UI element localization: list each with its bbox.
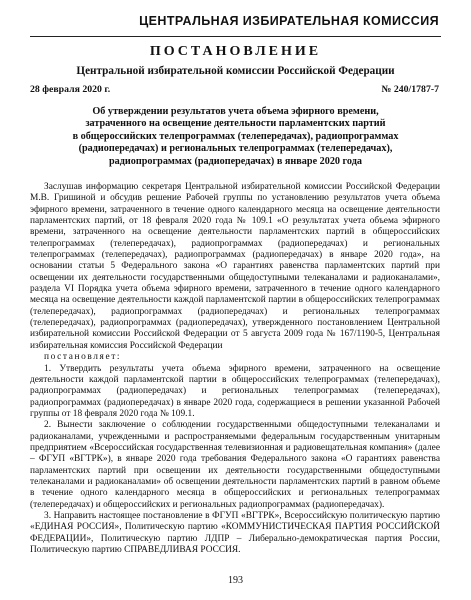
title-line: в общероссийских телепрограммах (телепередачах), радиопрограммах bbox=[72, 130, 399, 142]
preamble-paragraph: Заслушав информацию секретаря Центральной избирательной комиссии Российской Федерации М.В. Гришиной и обсудив решение Рабочей группы по установлению результатов учета объема эфирного времени, затраченного в течение одного календарного месяца на освещение деятельности парламентских партий, от 18 февраля 2020 года № 109.1 «О результатах учета объема эфирного времени, затраченного на освещение деятельности парламентских партий в общероссийских телепрограммах (телепередачах), радиопрограммах (радиопередачах) и региональных телепрограммах (телепередачах), радиопрограммах (радиопередачах) в январе 2020 года», на основании статьи 5 Федерального закона «О гарантиях равенства парламентских партий при освещении их деятельности государственными общедоступными телеканалами и радиоканалами», раздела VI Порядка учета объема эфирного времени, затраченного в течение одного календарного месяца на освещение деятельности каждой парламентской партии в общероссийских телепрограммах (телепередачах), радиопрограммах (радиопередачах) и региональных телепрограммах (телепередачах), радиопрограммах (радиопередачах), утвержденного постановлением Центральной избирательной комиссии Российской Федерации от 5 августа 2009 года № 167/1190-5, Центральная избирательная комиссия Российской Федерации bbox=[30, 182, 440, 351]
title-line: Об утверждении результатов учета объема эфирного времени, bbox=[92, 106, 379, 117]
running-header: ЦЕНТРАЛЬНАЯ ИЗБИРАТЕЛЬНАЯ КОМИССИЯ bbox=[139, 14, 439, 28]
document-title bbox=[40, 106, 431, 168]
decree-word: постановляет: bbox=[44, 352, 122, 363]
item-3-paragraph: 3. Направить настоящее постановление в ФГУП «ВГТРК», Всероссийскую политическую партию «ЕДИНАЯ РОССИЯ», Политическую партию «КОММУНИСТИЧЕСКАЯ ПАРТИЯ РОССИЙСКОЙ ФЕДЕРАЦИИ», Политическую партию ЛДПР – Либерально-демократическая партия России, Политическую партию СПРАВЕДЛИВАЯ РОССИЯ. bbox=[30, 510, 440, 555]
header-divider bbox=[30, 36, 441, 37]
title-line: затраченного на освещение деятельности парламентских партий bbox=[85, 118, 386, 130]
document-date: 28 февраля 2020 г. bbox=[30, 84, 111, 95]
document-type: ПОСТАНОВЛЕНИЕ bbox=[149, 44, 322, 59]
title-line: радиопрограммах (радиопередачах) в январе 2020 года bbox=[109, 155, 362, 167]
item-1-paragraph: 1. Утвердить результаты учета объема эфирного времени, затраченного на освещение деятельности каждой парламентской партии в общероссийских телепрограммах (телепередачах), радиопрограммах (радиопередачах) и региональных телепрограммах (телепередачах), радиопрограммах (радиопередачах) в январе 2020 года, содержащиеся в решении указанной Рабочей группы от 18 февраля 2020 года № 109.1. bbox=[30, 363, 440, 419]
title-line: (радиопередачах) и региональных телепрограммах (телепередачах), bbox=[78, 143, 393, 155]
document-number: № 240/1787-7 bbox=[381, 84, 439, 95]
document-body bbox=[30, 182, 440, 556]
document-issuer: Центральной избирательной комиссии Российской Федерации bbox=[76, 65, 395, 77]
decree-word-paragraph bbox=[30, 352, 440, 363]
item-2-paragraph: 2. Вынести заключение о соблюдении государственными общедоступными телеканалами и радиоканалами, учрежденными и распространяемыми федеральным государственным унитарным предприятием «Всероссийская государственная телевизионная и радиовещательная компания» (далее – ФГУП «ВГТРК»), в январе 2020 года требования Федерального закона «О гарантиях равенства парламентских партий при освещении их деятельности государственными общедоступными телеканалами и радиоканалами» об освещении деятельности парламентских партий в равном объеме в течение одного календарного месяца в общероссийских и региональных телепрограммах (телепередачах) и общероссийских и региональных радиопрограммах (радиопередачах). bbox=[30, 420, 440, 510]
page-number: 193 bbox=[228, 575, 243, 586]
